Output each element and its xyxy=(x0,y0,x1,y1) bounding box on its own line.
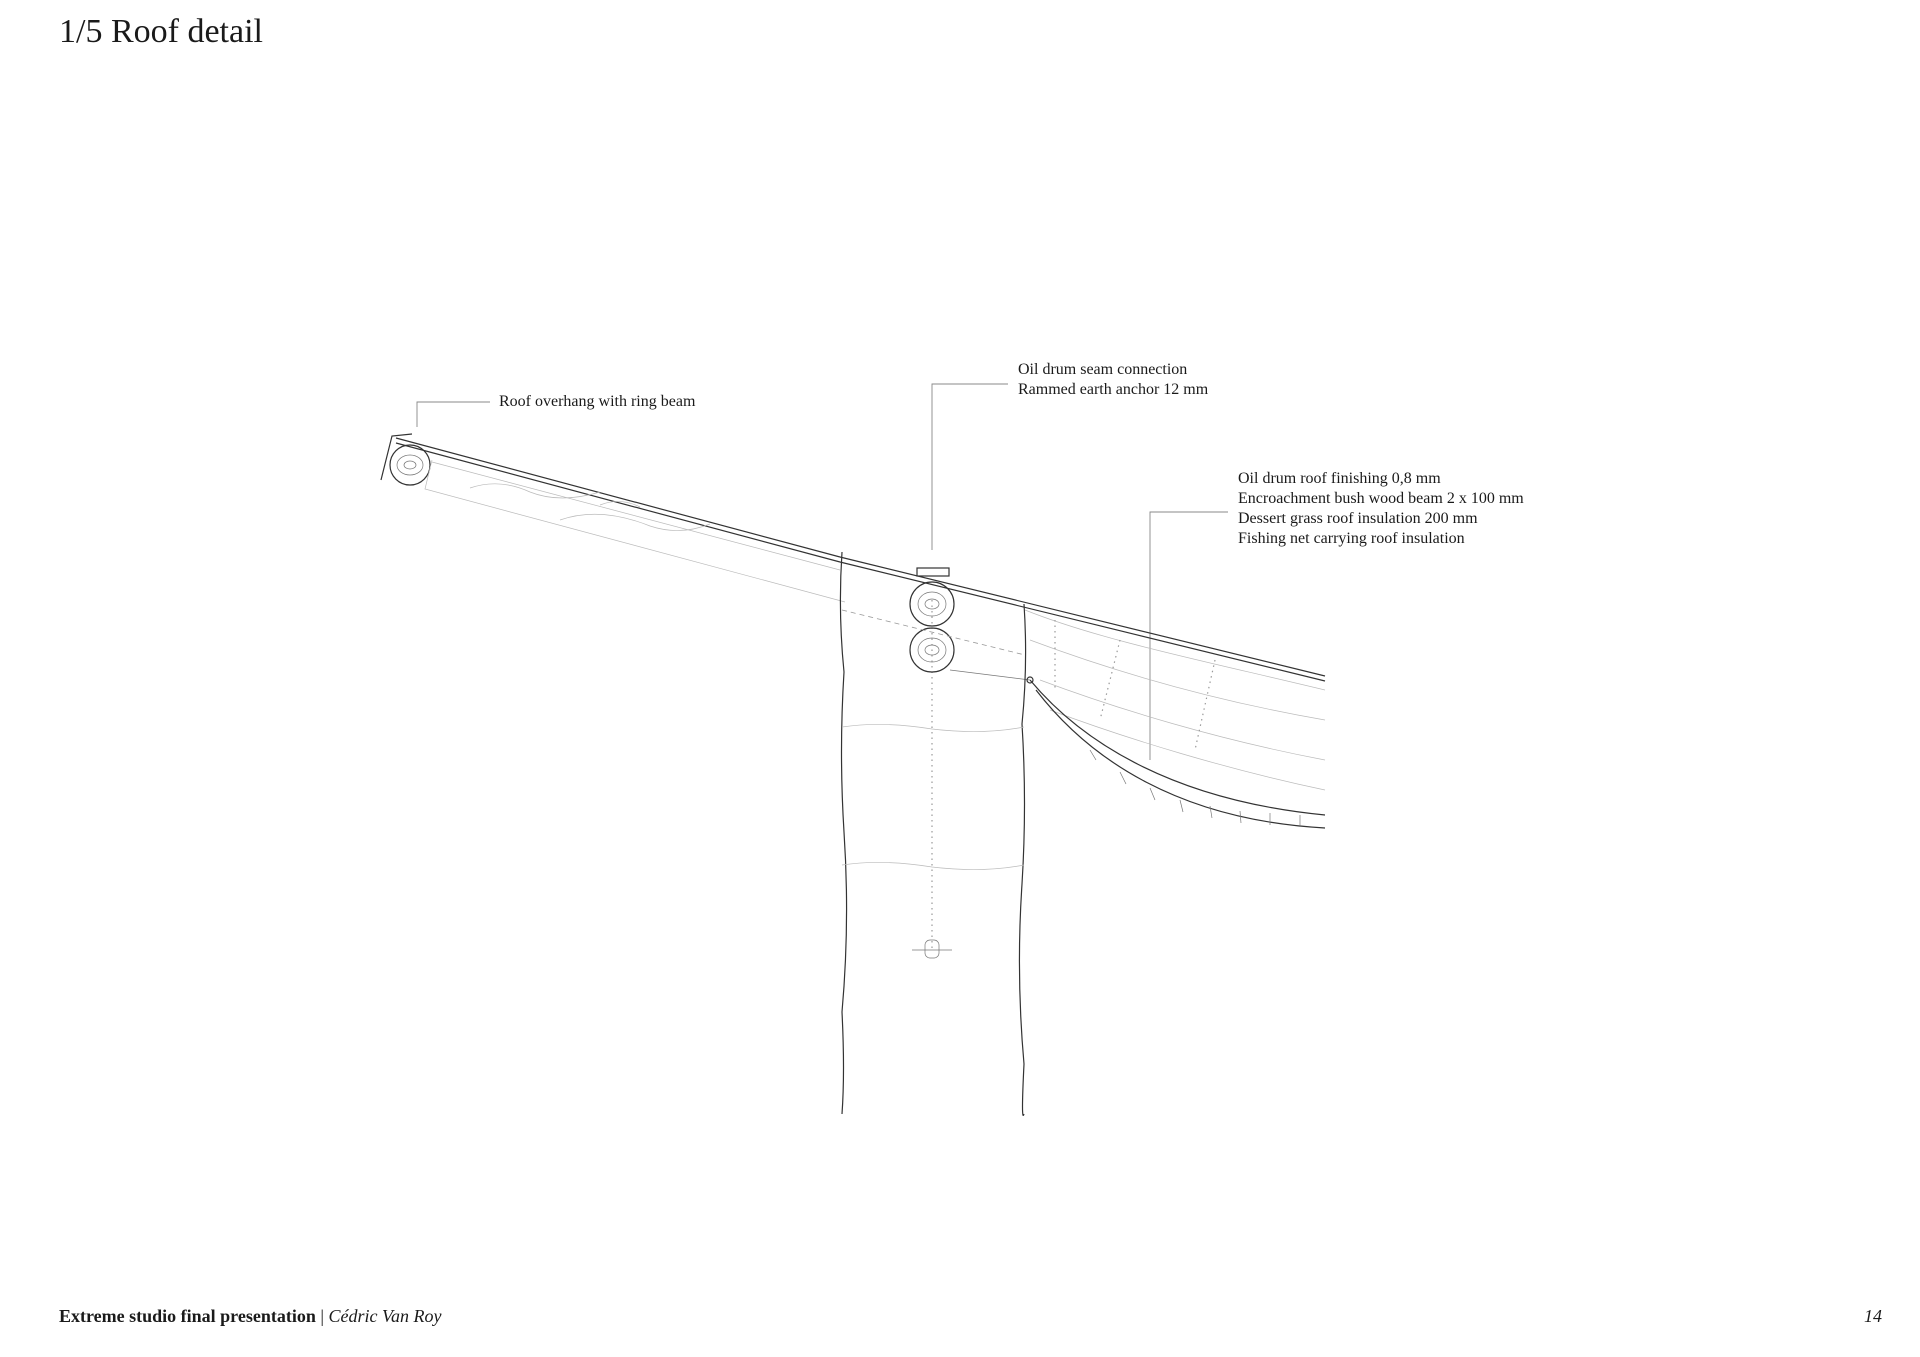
label-line: Roof overhang with ring beam xyxy=(499,393,696,410)
label-line: Fishing net carrying roof insulation xyxy=(1238,530,1465,547)
label-line: Oil drum roof finishing 0,8 mm xyxy=(1238,470,1441,487)
page-number: 14 xyxy=(1864,1306,1882,1326)
label-roof-layers xyxy=(1238,469,1524,549)
grass-insulation xyxy=(1025,610,1325,790)
footer-author: Cédric Van Roy xyxy=(328,1306,442,1326)
footer-separator: | xyxy=(320,1306,324,1326)
roof-beam xyxy=(396,438,845,602)
rammed-earth-wall xyxy=(840,552,1025,1115)
footer-caption xyxy=(59,1306,441,1327)
fishing-net xyxy=(950,670,1325,828)
footer-project: Extreme studio final presentation xyxy=(59,1306,316,1326)
label-line: Rammed earth anchor 12 mm xyxy=(1018,381,1209,398)
page-title: 1/5 Roof detail xyxy=(59,13,263,50)
label-seam-connection xyxy=(1018,360,1208,400)
label-line: Encroachment bush wood beam 2 x 100 mm xyxy=(1238,490,1524,507)
ring-beam xyxy=(381,434,430,485)
label-line: Oil drum seam connection xyxy=(1018,361,1188,378)
roof-finishing xyxy=(840,557,1325,681)
label-roof-overhang xyxy=(499,392,695,412)
label-line: Dessert grass roof insulation 200 mm xyxy=(1238,510,1478,527)
